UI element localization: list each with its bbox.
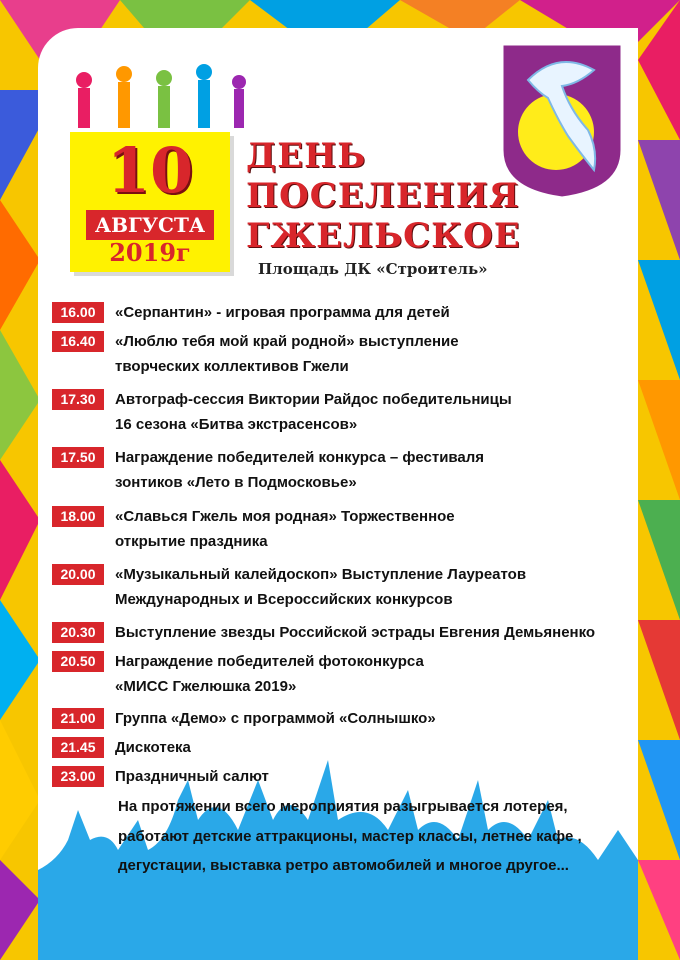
schedule-event: Автограф-сессия Виктории Райдос победительницы (115, 391, 512, 408)
schedule-event: Дискотека (115, 739, 191, 756)
schedule-time: 17.50 (52, 447, 104, 468)
schedule-time: 16.40 (52, 331, 104, 352)
schedule-event: Праздничный салют (115, 768, 269, 785)
title-line-3: ГЖЕЛЬСКОЕ (246, 216, 521, 256)
schedule-event: Выступление звезды Российской эстрады Евгения Демьяненко (115, 624, 596, 641)
date-box (70, 132, 230, 272)
date-month: АВГУСТА (86, 210, 214, 240)
title-line-1: ДЕНЬ (246, 136, 367, 176)
schedule-event: Группа «Демо» с программой «Солнышко» (115, 710, 436, 727)
schedule-time: 17.30 (52, 389, 104, 410)
schedule-time: 21.45 (52, 737, 104, 758)
schedule-event: «Серпантин» - игровая программа для детей (115, 304, 450, 321)
schedule-event: Награждение победителей фотоконкурса (115, 653, 424, 670)
schedule-event-continued: Международных и Всероссийских конкурсов (115, 591, 453, 608)
schedule-event-continued: творческих коллективов Гжели (115, 358, 349, 375)
schedule-time: 23.00 (52, 766, 104, 787)
schedule-event: «Музыкальный калейдоскоп» Выступление Лауреатов (115, 566, 527, 583)
date-day: 10 (106, 134, 194, 207)
schedule-time: 20.30 (52, 622, 104, 643)
schedule-time: 21.00 (52, 708, 104, 729)
schedule-event-continued: открытие праздника (115, 533, 268, 550)
schedule-event: «Люблю тебя мой край родной» выступление (115, 333, 459, 350)
title-line-2: ПОСЕЛЕНИЯ (246, 176, 520, 216)
schedule-time: 18.00 (52, 506, 104, 527)
schedule-event: Награждение победителей конкурса – фестиваля (115, 449, 485, 466)
coat-of-arms-icon (498, 40, 626, 200)
schedule-event: «Славься Гжель моя родная» Торжественное (115, 508, 455, 525)
schedule-time: 20.00 (52, 564, 104, 585)
schedule-time: 20.50 (52, 651, 104, 672)
note-line-3: дегустации, выставка ретро автомобилей и многое другое... (118, 857, 569, 874)
schedule-time: 16.00 (52, 302, 104, 323)
venue-subtitle: Площадь ДК «Строитель» (258, 260, 488, 278)
note-line-1: На протяжении всего мероприятия разыгрывается лотерея, (118, 798, 568, 815)
schedule-event-continued: зонтиков «Лето в Подмосковье» (115, 474, 357, 491)
date-year: 2019г (109, 238, 191, 267)
schedule-event-continued: 16 сезона «Битва экстрасенсов» (115, 416, 358, 433)
note-line-2: работают детские аттракционы, мастер классы, летнее кафе , (118, 828, 582, 845)
schedule-event-continued: «МИСС Гжелюшка 2019» (115, 678, 297, 695)
dancing-people-illustration (54, 60, 254, 138)
